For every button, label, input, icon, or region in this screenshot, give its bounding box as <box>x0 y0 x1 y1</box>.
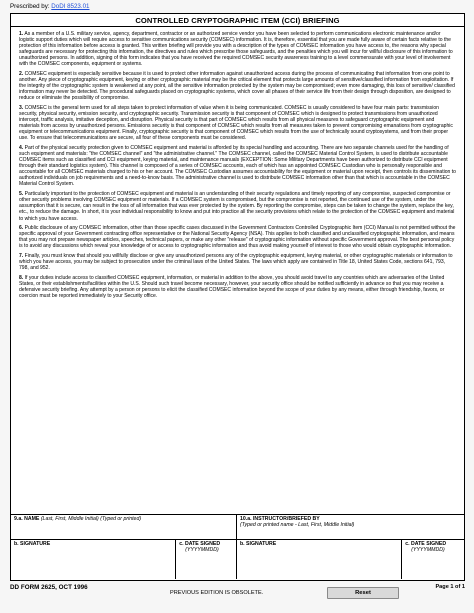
instructor-hint: (Typed or printed name - Last, First, Middle Initial) <box>240 522 355 529</box>
paragraph-number: 5. <box>19 191 24 198</box>
date-signed-label: c. DATE SIGNED <box>179 541 221 547</box>
paragraph-text: Part of the physical security protection given to COMSEC equipment and material is afforded by its special handling and accounting. There are two separate channels used for the handling of such equipment and materials: "the COMSEC channel" and "the administrative channel." The COMSEC channel, called the COMSEC Material Control System, is used to distribute accountable COMSEC items such as classified and CCI equipment, keying material, and maintenance manuals (EXCEPTION: Some Military Departments have been authorized to distribute CCI equipment through their standard logistics system). This channel is composed of a series of COMSEC accounts, each of which has an appointed COMSEC Custodian who is personally responsible and accountable for all COMSEC materials charged to his or her account. The COMSEC Custodian assumes accountability for the equipment or material upon receipt, then controls its dissemination to authorized individuals on job requirements and a need-to-know basis. The administrative channel is used to distribute COMSEC information other than that which is accountable in the COMSEC Material Control System. <box>19 145 456 188</box>
paragraph-number: 8. <box>19 275 24 282</box>
form-footer <box>10 582 465 602</box>
paragraph-1 <box>19 31 456 67</box>
date-format-hint: (YYYYMMDD) <box>185 547 219 554</box>
paragraph-text: Public disclosure of any COMSEC information, other than those specific cases discussed in the Government Contractors Controlled Cryptographic Item (CCI) Manual is not permitted without the specific approval of your Government contracting office representative or the National Security Agency (NSA). This applies to both classified and unclassified cryptographic information, and means that you may not prepare newspaper articles, speeches, technical papers, or make any other "release" of cryptographic information without specific Government approval. The best personal policy is to avoid any discussions which reveal your knowledge of or access to cryptographic information and thus avoid making yourself of interest to those who would obtain cryptographic information. <box>19 225 456 250</box>
paragraph-number: 4. <box>19 145 24 152</box>
instructor-label: 10.a. INSTRUCTOR/BRIEFED BY <box>240 516 320 522</box>
name-field[interactable] <box>11 515 237 539</box>
instructor-field[interactable] <box>237 515 464 539</box>
prescribed-label: Prescribed by: <box>10 3 50 10</box>
instructor-date-format-hint: (YYYYMMDD) <box>411 547 445 554</box>
form-number: DD FORM 2625, OCT 1996 <box>10 584 88 591</box>
paragraph-text: As a member of a U.S. military service, agency, department, contractor or an authorized service vendor you have been selected to perform communications electronic maintenance and/or logistic support duties which will require access to sensitive communications security (COMSEC) information. It is, therefore, essential that you are made fully aware of certain facts relative to the protection of this information before access is granted. This written briefing will provide you with a description of the types of COMSEC information you have access to, the reasons why special safeguards are necessary for protecting this information, the directives and rules which prescribe those safeguards, and the penalties which you will incur for willful disclosure of this information to unauthorized persons. In addition, signing of this form indicates that you have received the required COMSEC security awareness training to a level commensurate with your level of involvement with the COMSEC components, equipment or systems. <box>19 31 453 68</box>
name-hint: (Last, First, Middle Initial) (Typed or printed) <box>40 516 142 522</box>
paragraph-7 <box>19 253 456 271</box>
paragraph-8 <box>19 275 456 299</box>
paragraph-text: Particularly important to the protection of COMSEC equipment and material is an understanding of their security regulations and timely reporting of any compromise, suspected compromise or other security problems involving COMSEC equipment or materials. If a COMSEC system is compromised, but the compromise is not reported, the continued use of the system, under the assumption that it is secure, can result in the loss of all information that was ever protected by the system. By reporting the compromise, steps can be taken to change the system, replace the key, etc., to reduce the damage. In short, it is your individual responsibility to know and put into practice all the security provisions which relate to the protection of the COMSEC equipment and material to which you have access. <box>19 191 455 222</box>
prescribed-link[interactable]: DoDI 8523.01 <box>51 3 90 10</box>
paragraph-text: Finally, you must know that should you willfully disclose or give any unauthorized persons any of the cryptographic equipment, keying material, or other cryptographic materials or information to which you have access, you may be subject to prosecution under the criminal laws of the United States. The laws which apply are contained in Title 18, United States Code, sections 641, 793, 798, and 952. <box>19 253 453 272</box>
paragraph-5 <box>19 191 456 221</box>
instructor-signature-field[interactable] <box>237 540 402 579</box>
paragraph-2 <box>19 71 456 101</box>
signature-field[interactable] <box>11 540 176 579</box>
name-row <box>11 514 464 539</box>
signature-row <box>11 539 464 579</box>
signature-label: b. SIGNATURE <box>14 541 51 547</box>
paragraph-6 <box>19 225 456 249</box>
paragraph-number: 6. <box>19 225 24 232</box>
paragraph-number: 7. <box>19 253 24 260</box>
instructor-date-signed-label: c. DATE SIGNED <box>405 541 447 547</box>
paragraph-number: 1. <box>19 31 24 37</box>
form-title: CONTROLLED CRYPTOGRAPHIC ITEM (CCI) BRIEFING <box>11 14 464 27</box>
date-signed-field[interactable] <box>176 540 237 579</box>
obsolete-notice: PREVIOUS EDITION IS OBSOLETE. <box>170 590 264 596</box>
paragraph-4 <box>19 145 456 187</box>
paragraph-text: If your duties include access to classified COMSEC equipment, information, or material in addition to the above, you should avoid travel to any countries which are adversaries of the United States, or their establishments/facilities within the U.S. Should such travel become necessary, however, your security office should be notified sufficiently in advance so that you may receive a defensive security briefing. Any attempt by a person or persons to elicit the classified COMSEC information beyond the scope of your duties by any means, either through friendship, favors, or coercion must be reported immediately to your Security office. <box>19 275 445 300</box>
paragraph-number: 2. <box>19 71 24 78</box>
paragraph-3 <box>19 105 456 141</box>
reset-button[interactable]: Reset <box>327 587 399 599</box>
prescribed-by <box>10 3 89 10</box>
page-number: Page 1 of 1 <box>435 584 465 590</box>
paragraph-text: COMSEC is the general term used for all steps taken to protect information of value when it is being communicated. COMSEC is usually considered to have four main parts: transmission security, physical security, emission security, and cryptographic security. Transmission security is that component of COMSEC which is designed to protect transmissions from unauthorized intercept, traffic analysis, imitative deception, and disruption. Physical security is that part of COMSEC which results from all physical measures to safeguard cryptographic equipment and materials from access by unauthorized persons. Emissions security is that component of COMSEC which results from all measures taken to prevent compromising emanations from cryptographic equipment or telecommunications equipment. Finally, cryptographic security is that component of COMSEC which results from the use of technically sound cryptosystems, and from their proper use. To ensure that telecommunications are secure, all four of these components must be considered. <box>19 105 453 142</box>
name-label: 9.a. NAME <box>14 516 40 522</box>
paragraph-number: 3. <box>19 105 24 112</box>
paragraph-text: COMSEC equipment is especially sensitive because it is used to protect other information against unauthorized access during the process of communicating that information from one point to another. Any piece of cryptographic equipment, keying or other cryptographic material may be the critical element that protects large amounts of sensitive/classified information from exploitation. If the integrity of the cryptographic system is weakened at any point, all the sensitive information protected by the system may be compromised; even more damaging, this loss of sensitive/ classified information may never be detected. The procedural safeguards placed on cryptographic systems, which cover all phases of their service life from their design through disposition, are designed to reduce or eliminate the possibility of compromise. <box>19 71 455 102</box>
cci-briefing-form <box>10 13 465 581</box>
instructor-date-signed-field[interactable] <box>402 540 464 579</box>
instructor-signature-label: b. SIGNATURE <box>240 541 277 547</box>
form-body <box>11 27 464 514</box>
